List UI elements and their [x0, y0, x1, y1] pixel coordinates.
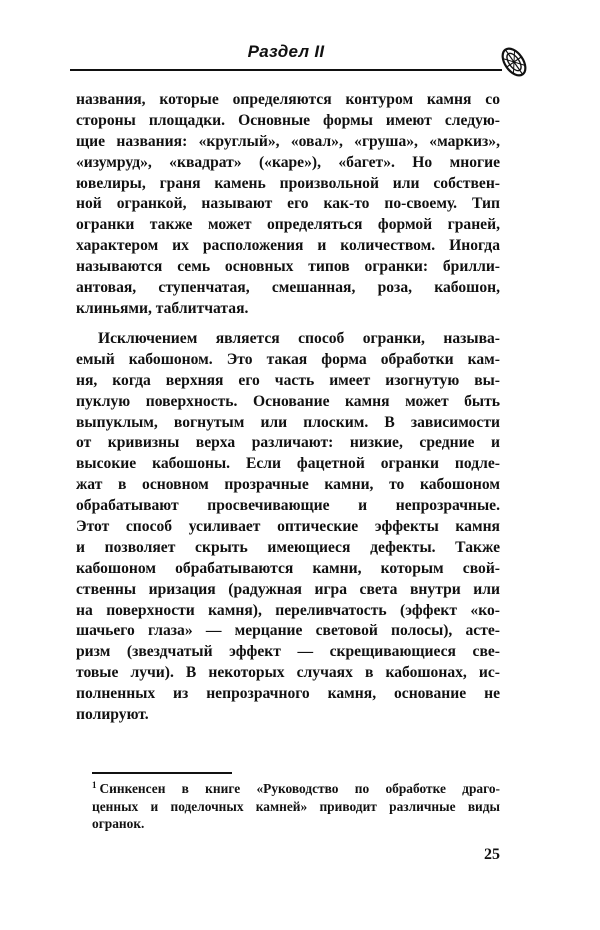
footnote-rule — [92, 772, 232, 774]
text-line: «изумруд», «квадрат» («каре»), «багет». Но многие — [76, 153, 500, 171]
paragraph — [76, 90, 500, 320]
text-line: шачьего глаза» — мерцание световой полосы), асте- — [76, 622, 500, 640]
paragraph — [76, 329, 500, 726]
gemstone-icon — [496, 44, 532, 80]
text-line: полненных из непрозрачного камня, основание не — [76, 685, 500, 703]
text-line: ня, когда верхняя его часть имеет изогнутую вы- — [76, 371, 500, 389]
text-line: называются семь основных типов огранки: брилли- — [76, 258, 500, 276]
footnote — [92, 780, 500, 833]
running-header — [70, 42, 502, 76]
footnote-marker: 1 — [92, 779, 97, 790]
text-line: антовая, ступенчатая, смешанная, роза, кабошон, — [76, 279, 500, 297]
text-line: обрабатывают просвечивающие и непрозрачные. — [76, 497, 500, 515]
text-line: полируют. — [76, 706, 149, 724]
footnote-text: Синкенсен в книге «Руководство по обработке драго- — [99, 781, 500, 796]
text-line: пуклую поверхность. Основание камня может быть — [76, 392, 500, 410]
text-line: жат в основном прозрачные камни, то кабошоном — [76, 476, 500, 494]
text-line: щие названия: «круглый», «овал», «груша», «маркиз», — [76, 132, 500, 150]
text-line: Исключением является способ огранки, называ- — [98, 330, 500, 347]
footnote-line: огранок. — [92, 816, 145, 832]
header-rule — [70, 69, 502, 71]
text-line: огранки также может определяться формой граней, — [76, 216, 500, 234]
text-line: ственны иризация (радужная игра света внутри или — [76, 580, 500, 598]
text-line: от кривизны верха различают: низкие, средние и — [76, 434, 500, 452]
text-line: емый кабошоном. Это такая форма обработки кам- — [76, 350, 500, 368]
text-line: стороны площадки. Основные формы имеют следую- — [76, 111, 500, 129]
section-title: Раздел II — [247, 42, 325, 61]
text-line: товые лучи). В некоторых случаях в кабошонах, ис- — [76, 664, 500, 682]
text-line: названия, которые определяются контуром камня со — [76, 91, 500, 108]
text-line: на поверхности камня), переливчатость (эффект «ко- — [76, 601, 500, 619]
text-line: клиньями, таблитчатая. — [76, 299, 249, 317]
text-line: кабошоном обрабатываются камни, которым свой- — [76, 559, 500, 577]
text-line: ной огранкой, называют его как-то по-своему. Тип — [76, 195, 500, 213]
text-line: высокие кабошоны. Если фацетной огранки подле- — [76, 455, 500, 473]
text-line: выпуклым, вогнутым или плоским. В зависимости — [76, 413, 500, 431]
footnote-line: ценных и поделочных камней» приводит различные виды — [92, 798, 500, 814]
text-line: Этот способ усиливает оптические эффекты камня — [76, 518, 500, 536]
text-line: ризм (звездчатый эффект — скрещивающиеся све- — [76, 643, 500, 661]
text-line: и позволяет скрыть имеющиеся дефекты. Также — [76, 538, 500, 556]
text-line: ювелиры, граня камень произвольной или собствен- — [76, 174, 500, 192]
footnote-line — [92, 780, 500, 798]
page-number: 25 — [484, 846, 500, 863]
text-line: характером их расположения и количеством. Иногда — [76, 237, 500, 255]
